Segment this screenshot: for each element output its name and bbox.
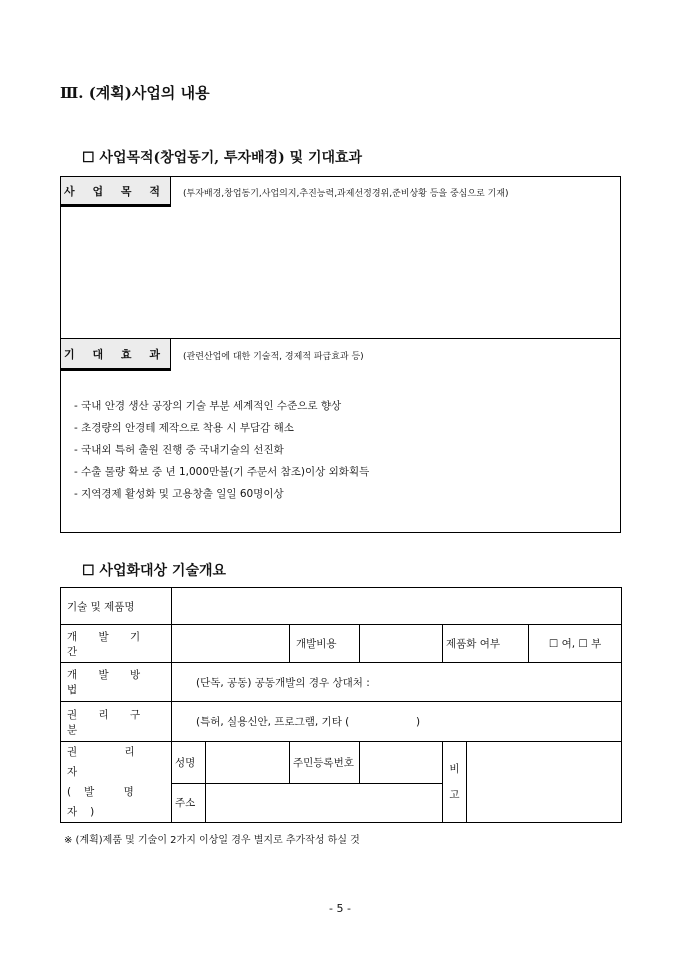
name-sub-label: 성명 — [172, 742, 206, 784]
purpose-heading: ☐ 사업목적(창업동기, 투자배경) 및 기대효과 — [82, 150, 363, 166]
id-label: 주민등록번호 — [290, 742, 360, 784]
rights-type-label: 권 리 구 분 — [61, 702, 172, 742]
remark-label-line2: 고 — [449, 789, 460, 801]
table-row — [61, 702, 622, 742]
method-value[interactable]: (단독, 공동) 공동개발의 경우 상대처 : — [172, 663, 622, 702]
tech-heading: ☐ 사업화대상 기술개요 — [82, 563, 227, 579]
remark-label-line1: 비 — [449, 763, 460, 775]
period-value[interactable] — [172, 625, 290, 663]
goal-note: (투자배경,창업동기,사업의지,추진능력,과제선정경위,준비상황 등을 중심으로 기재) — [183, 189, 509, 199]
period-label: 개 발 기 간 — [61, 625, 172, 663]
method-label: 개 발 방 법 — [61, 663, 172, 702]
name-value[interactable] — [172, 588, 622, 625]
table-row — [61, 588, 622, 625]
commercial-label: 제품화 여부 — [443, 625, 529, 663]
table-row — [61, 742, 622, 784]
holder-label-line1: 권 리 자 — [67, 746, 157, 778]
remark-label — [443, 742, 467, 823]
section-title: Ⅲ. (계획)사업의 내용 — [60, 84, 210, 102]
name-label: 기술 및 제품명 — [61, 588, 172, 625]
table-row — [61, 625, 622, 663]
list-item: - 초경량의 안경테 제작으로 착용 시 부담감 해소 — [74, 422, 294, 434]
page-number: - 5 - — [329, 902, 351, 915]
effect-label: 기 대 효 과 — [60, 338, 171, 371]
tech-table — [60, 587, 622, 823]
holder-name-value[interactable] — [206, 742, 290, 784]
holder-label-line2: (발 명 자) — [67, 786, 147, 818]
addr-value[interactable] — [206, 783, 443, 822]
addr-label: 주소 — [172, 783, 206, 822]
table-row — [61, 663, 622, 702]
commercial-options[interactable]: ☐ 여, ☐ 부 — [529, 625, 622, 663]
effect-note: (관련산업에 대한 기술적, 경제적 파급효과 등) — [183, 352, 364, 362]
holder-label — [61, 742, 172, 823]
effect-list — [74, 395, 369, 505]
list-item: - 수출 물량 확보 중 년 1,000만불(기 주문서 참조)이상 외화획득 — [74, 466, 370, 478]
remark-value[interactable] — [467, 742, 622, 823]
id-value[interactable] — [360, 742, 443, 784]
goal-label: 사 업 목 적 — [60, 176, 171, 207]
list-item: - 국내외 특허 출원 진행 중 국내기술의 선진화 — [74, 444, 284, 456]
footnote: ※ (계획)제품 및 기술이 2가지 이상일 경우 별지로 추가작성 하실 것 — [64, 835, 360, 846]
rights-type-value[interactable]: (특허, 실용신안, 프로그램, 기타 ( ) — [172, 702, 622, 742]
list-item: - 국내 안경 생산 공장의 기술 부분 세계적인 수준으로 향상 — [74, 400, 342, 412]
list-item: - 지역경제 활성화 및 고용창출 일일 60명이상 — [74, 488, 284, 500]
cost-value[interactable] — [360, 625, 443, 663]
cost-label: 개발비용 — [290, 625, 360, 663]
